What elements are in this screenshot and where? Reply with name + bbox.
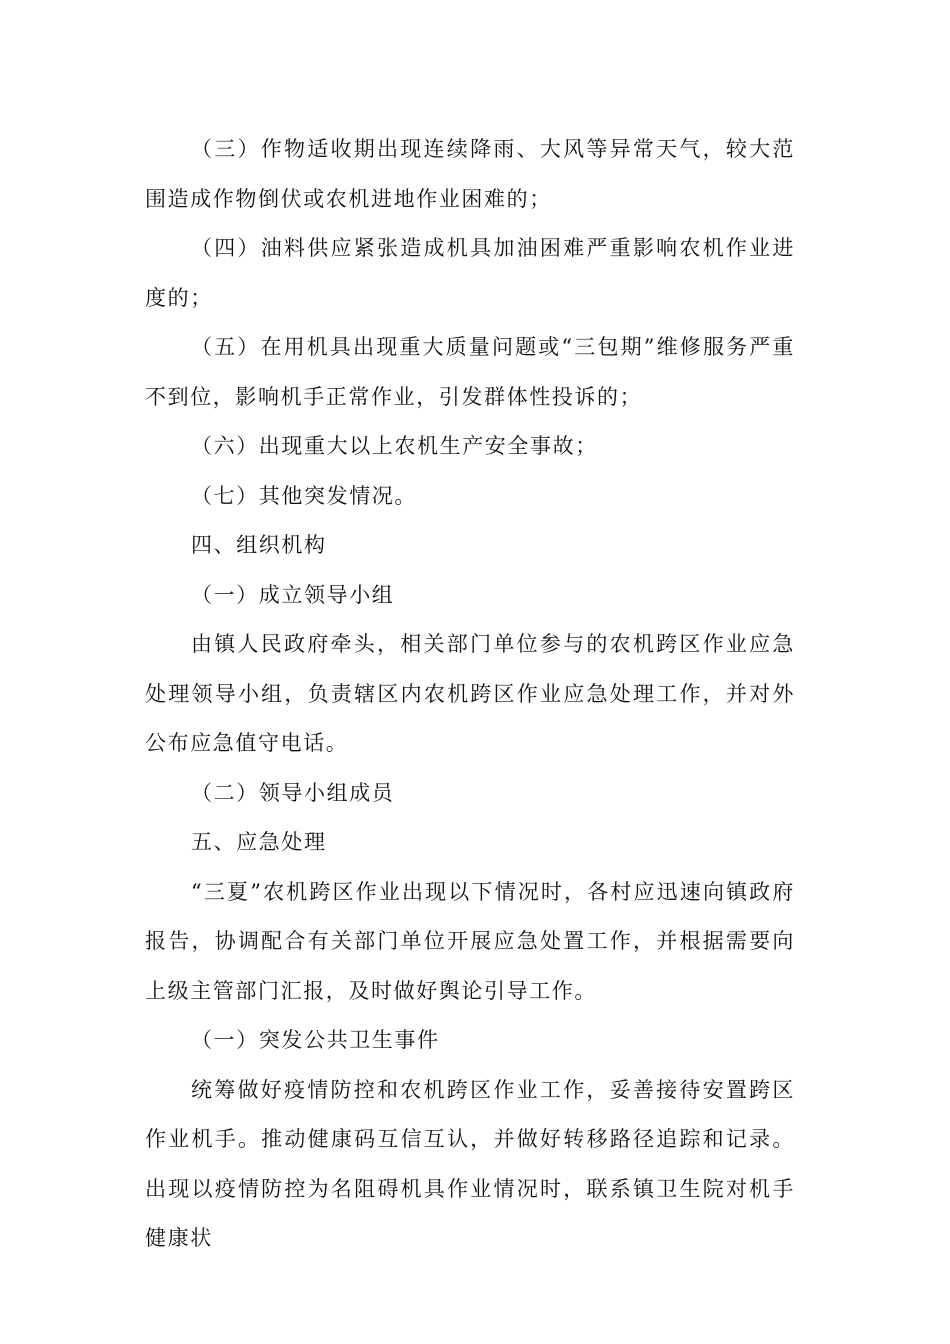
paragraph-item-4-fuel: （四）油料供应紧张造成机具加油困难严重影响农机作业进度的； [145,236,795,310]
paragraph-item-6-accident: （六）出现重大以上农机生产安全事故； [191,434,598,458]
section-heading-emergency: 五、应急处理 [191,830,327,854]
paragraph-public-health: 统筹做好疫情防控和农机跨区作业工作，妥善接待安置跨区作业机手。推动健康码互信互认，并做好转移路径追踪和记录。出现以疫情防控为名阻碍机具作业情况时，联系镇卫生院对机手健康状 [145,1077,795,1250]
section-heading-organization: 四、组织机构 [191,533,327,557]
subheading-leading-group: （一）成立领导小组 [191,582,395,607]
paragraph-leading-group: 由镇人民政府牵头，相关部门单位参与的农机跨区作业应急处理领导小组，负责辖区内农机跨区作业应急处理工作，并对外公布应急值守电话。 [145,632,795,755]
paragraph-item-7-other: （七）其他突发情况。 [191,483,417,508]
paragraph-item-3-weather: （三）作物适收期出现连续降雨、大风等异常天气，较大范围造成作物倒伏或农机进地作业困难的； [145,137,795,211]
subheading-public-health: （一）突发公共卫生事件 [191,1028,440,1052]
paragraph-emergency-intro: “三夏”农机跨区作业出现以下情况时，各村应迅速向镇政府报告，协调配合有关部门单位开展应急处置工作，并根据需要向上级主管部门汇报，及时做好舆论引导工作。 [145,879,795,1003]
paragraph-item-5-quality: （五）在用机具出现重大质量问题或“三包期”维修服务严重不到位，影响机手正常作业，引发群体性投诉的； [145,335,795,409]
subheading-group-members: （二）领导小组成员 [191,780,395,805]
document-page [145,125,795,1264]
